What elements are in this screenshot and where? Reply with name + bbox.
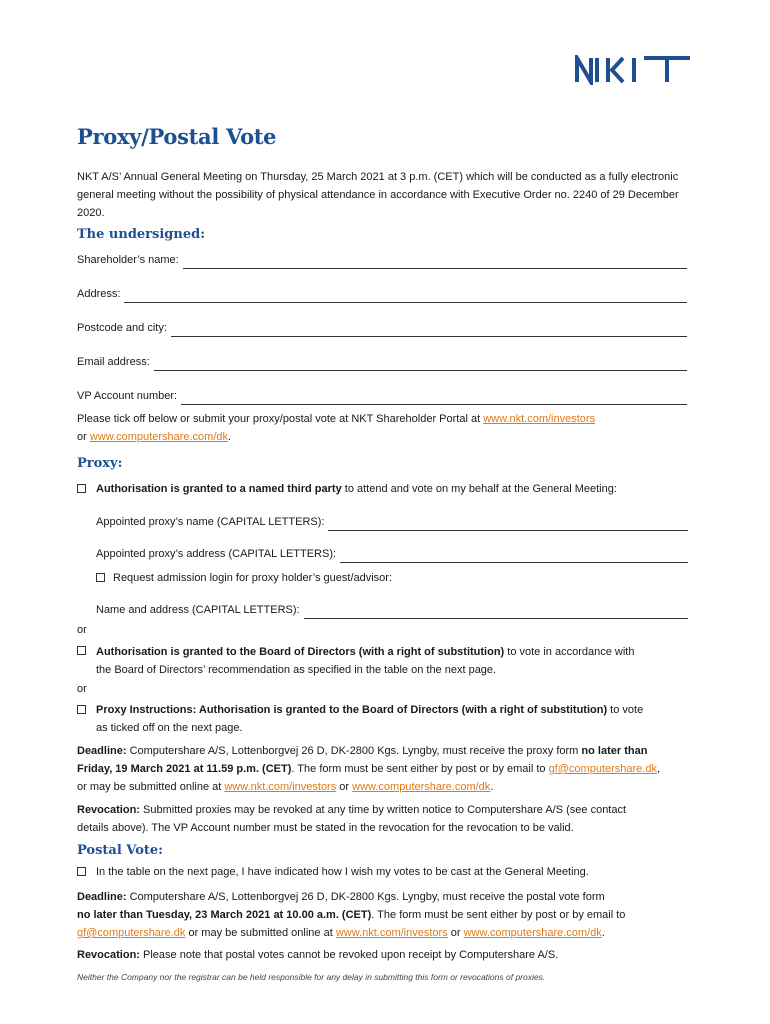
vp-account-blank[interactable] bbox=[181, 392, 687, 405]
proxy-revocation-paragraph: Revocation: Submitted proxies may be revoked at any time by written notice to Computershare A/S (see contact details above). The VP Account number must be stated in the revocation for the revocation to be valid. bbox=[77, 804, 627, 834]
nkt-logo bbox=[574, 55, 694, 85]
guest-name-address-field[interactable] bbox=[96, 601, 688, 619]
postcode-blank[interactable] bbox=[171, 324, 687, 337]
postal-vote-checkbox[interactable] bbox=[77, 867, 86, 876]
address-field[interactable] bbox=[77, 285, 687, 303]
email-field[interactable] bbox=[77, 353, 687, 371]
third-party-checkbox[interactable] bbox=[77, 484, 86, 493]
address-blank[interactable] bbox=[124, 290, 687, 303]
vp-account-field[interactable] bbox=[77, 387, 687, 405]
proxy-deadline-paragraph: Deadline: Computershare A/S, Lottenborgvej 26 D, DK-2800 Kgs. Lyngby, must receive the proxy form no later than Friday, 19 March 2021 at 11.59 p.m. (CET). The form must be sent either by post or by email to gf@computershare.dk, or may be submitted online at www.nkt.com/investors or www.computershare.com/dk. bbox=[77, 745, 661, 793]
proxy-computershare-link[interactable]: www.computershare.com/dk bbox=[352, 781, 491, 793]
email-label: Email address: bbox=[77, 356, 150, 368]
postcode-label: Postcode and city: bbox=[77, 322, 167, 334]
board-authorisation-option: Authorisation is granted to the Board of Directors (with a right of substitution) to vote in accordance with the Board of Directors’ recommendation as specified in the table on the next page. bbox=[96, 646, 635, 676]
postcode-field[interactable] bbox=[77, 319, 687, 337]
nkt-investors-link[interactable]: www.nkt.com/investors bbox=[483, 413, 596, 425]
proxy-email-link[interactable]: gf@computershare.dk bbox=[548, 763, 657, 775]
third-party-option: Authorisation is granted to a named third party to attend and vote on my behalf at the General Meeting: bbox=[96, 483, 617, 495]
admission-login-label: Request admission login for proxy holder’s guest/advisor: bbox=[113, 572, 393, 584]
postal-email-link[interactable]: gf@computershare.dk bbox=[77, 927, 186, 939]
footer-disclaimer: Neither the Company nor the registrar can be held responsible for any delay in submitting this form or revocations of proxies. bbox=[77, 972, 546, 982]
proxy-address-label: Appointed proxy’s address (CAPITAL LETTERS): bbox=[96, 548, 337, 560]
proxy-address-field[interactable] bbox=[96, 545, 688, 563]
or-separator: or bbox=[77, 683, 87, 695]
postal-nkt-link[interactable]: www.nkt.com/investors bbox=[335, 927, 448, 939]
address-label: Address: bbox=[77, 288, 121, 300]
postal-vote-option: In the table on the next page, I have indicated how I wish my votes to be cast at the General Meeting. bbox=[96, 866, 589, 878]
guest-name-address-blank[interactable] bbox=[304, 606, 688, 619]
portal-instructions: Please tick off below or submit your proxy/postal vote at NKT Shareholder Portal at www.nkt.com/investors or www.computershare.com/dk. bbox=[77, 413, 596, 443]
postal-revocation-paragraph: Revocation: Please note that postal votes cannot be revoked upon receipt by Computershare A/S. bbox=[77, 949, 559, 961]
shareholder-name-field[interactable] bbox=[77, 251, 687, 269]
vp-account-label: VP Account number: bbox=[77, 390, 178, 402]
postal-vote-heading: Postal Vote: bbox=[77, 843, 163, 858]
shareholder-name-blank[interactable] bbox=[183, 256, 687, 269]
proxy-instructions-option: Proxy Instructions: Authorisation is granted to the Board of Directors (with a right of substitution) to vote as ticked off on the next page. bbox=[96, 704, 644, 734]
intro-paragraph: NKT A/S’ Annual General Meeting on Thursday, 25 March 2021 at 3 p.m. (CET) which will be conducted as a fully electronic general meeting without the possibility of physical attendance in accordance with Executive Order no. 2240 of 29 December 2020. bbox=[77, 171, 679, 219]
undersigned-heading: The undersigned: bbox=[77, 227, 205, 242]
proxy-name-blank[interactable] bbox=[328, 518, 688, 531]
admission-login-checkbox[interactable] bbox=[96, 573, 105, 582]
guest-name-address-label: Name and address (CAPITAL LETTERS): bbox=[96, 604, 300, 616]
page-title: Proxy/Postal Vote bbox=[77, 124, 277, 149]
or-separator: or bbox=[77, 624, 87, 636]
proxy-address-blank[interactable] bbox=[340, 550, 688, 563]
email-blank[interactable] bbox=[154, 358, 687, 371]
proxy-nkt-link[interactable]: www.nkt.com/investors bbox=[224, 781, 337, 793]
board-authorisation-checkbox[interactable] bbox=[77, 646, 86, 655]
proxy-name-label: Appointed proxy’s name (CAPITAL LETTERS): bbox=[96, 516, 325, 528]
proxy-instructions-checkbox[interactable] bbox=[77, 705, 86, 714]
postal-computershare-link[interactable]: www.computershare.com/dk bbox=[463, 927, 602, 939]
proxy-heading: Proxy: bbox=[77, 456, 123, 471]
computershare-link[interactable]: www.computershare.com/dk bbox=[89, 431, 229, 443]
postal-deadline-paragraph: Deadline: Computershare A/S, Lottenborgvej 26 D, DK-2800 Kgs. Lyngby, must receive the postal vote form no later than Tuesday, 23 March 2021 at 10.00 a.m. (CET). The form must be sent either by post or by email to gf@computershare.dk or may be submitted online at www.nkt.com/investors or www.computershare.com/dk. bbox=[77, 891, 626, 939]
shareholder-name-label: Shareholder’s name: bbox=[77, 254, 179, 266]
proxy-name-field[interactable] bbox=[96, 513, 688, 531]
